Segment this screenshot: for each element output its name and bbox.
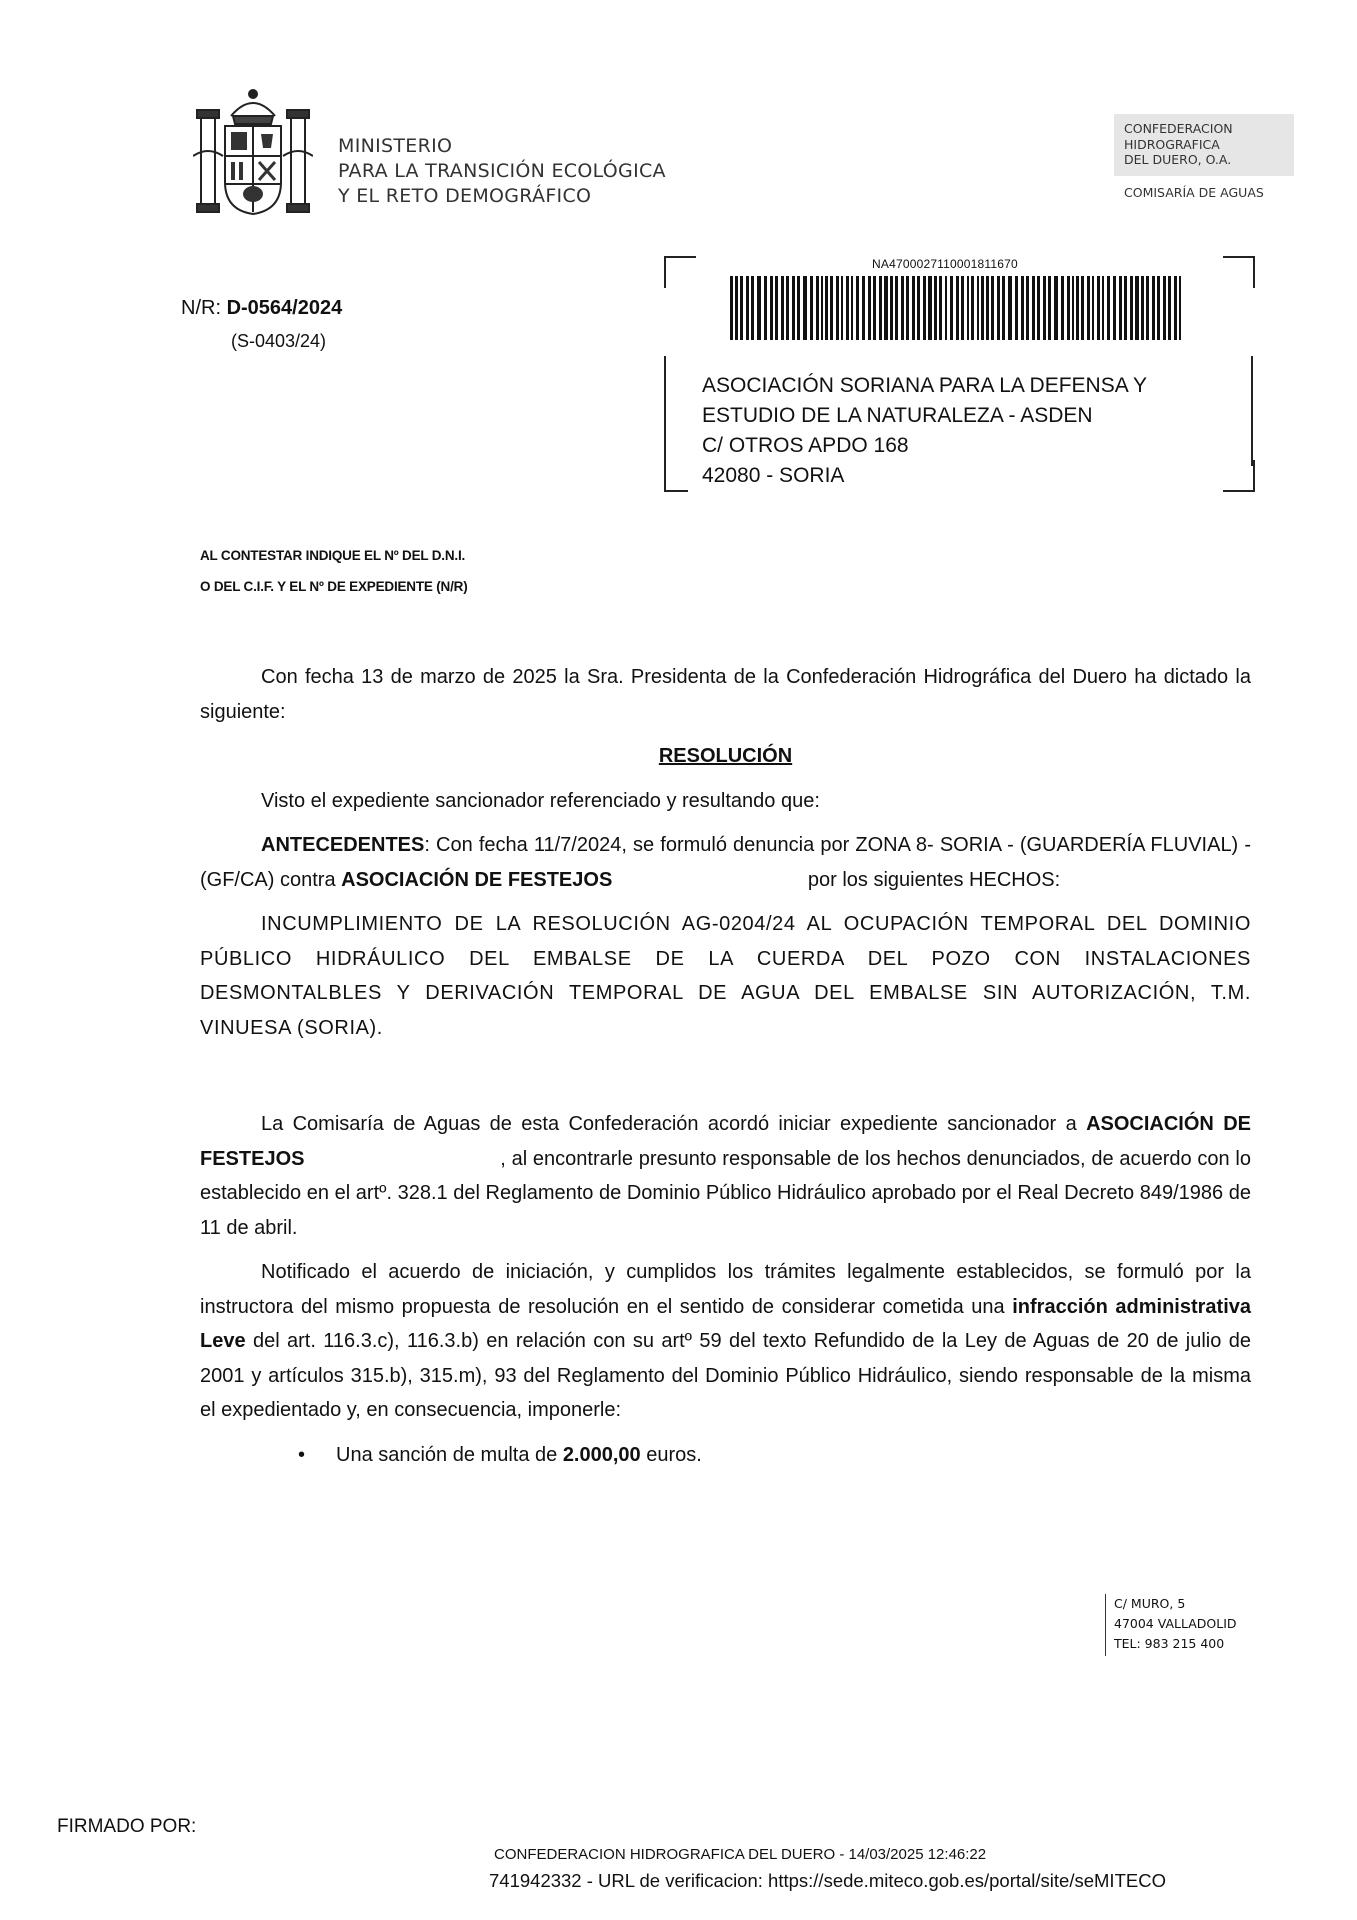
barcode-bar [1130, 276, 1133, 340]
address-window-side [664, 356, 666, 466]
address-window-side [1251, 356, 1253, 466]
barcode-bar [786, 276, 789, 340]
sanction-text: Una sanción de multa de [336, 1443, 563, 1466]
ministry-line: Y EL RETO DEMOGRÁFICO [338, 185, 592, 207]
barcode-bar [735, 276, 738, 340]
barcode-bar [956, 276, 959, 340]
barcode-bar [1015, 276, 1018, 340]
confederation-line: DEL DUERO, O.A. [1124, 152, 1232, 167]
barcode-bar [873, 276, 876, 340]
address-window-corner [664, 460, 688, 492]
comisaria-text: , al encontrarle presunto responsable de los hechos denunciados, de acuerdo con lo establecido en el artº. 328.1 del Reglamento de Dominio Público Hidráulico aprobado por el Real Decreto 849/1986 de 11 de abril. [200, 1147, 1251, 1239]
barcode-bar [1163, 276, 1166, 340]
barcode-bar [923, 276, 926, 340]
barcode-bar [1002, 276, 1005, 340]
comisaria-paragraph [200, 1107, 1251, 1245]
barcode-bar [781, 276, 784, 340]
barcode-bar [862, 276, 865, 340]
barcode-bar [1087, 276, 1090, 340]
sanction-amount: 2.000,00 [562, 1443, 641, 1466]
barcode-bar [1072, 276, 1074, 340]
confederation-line: HIDROGRAFICA [1124, 136, 1220, 152]
sanction-text: euros. [640, 1443, 702, 1466]
barcode-bar [1048, 276, 1051, 340]
reference-label: N/R: [181, 297, 227, 319]
recipient-line: ESTUDIO DE LA NATURALEZA - ASDEN [702, 404, 1093, 427]
barcode-bar [816, 276, 819, 340]
intro-paragraph: Con fecha 13 de marzo de 2025 la Sra. Presidenta de la Confederación Hidrográfica del Duero ha dictado la siguiente: [200, 666, 1251, 723]
barcode-bar [821, 276, 823, 340]
barcode-bar [1157, 276, 1160, 340]
barcode-bar [971, 276, 974, 340]
barcode-bar [917, 276, 920, 340]
barcode-bar [730, 276, 733, 340]
barcode-bar [1168, 276, 1171, 340]
reference-value: D-0564/2024 [226, 297, 343, 319]
barcode-bar [846, 276, 849, 340]
barcode-bar [792, 276, 795, 340]
visto-paragraph: Visto el expediente sancionador referenciado y resultando que: [261, 789, 820, 812]
address-window-corner [1223, 460, 1255, 492]
comisaria-text: La Comisaría de Aguas de esta Confederación acordó iniciar expediente sancionador a [261, 1113, 1087, 1135]
barcode-bar [890, 276, 893, 340]
department-label: COMISARÍA DE AGUAS [1124, 185, 1264, 200]
barcode-bar [1026, 276, 1029, 340]
barcode-bar [746, 276, 749, 340]
barcode-bar [810, 276, 813, 340]
bullet-dot: • [298, 1443, 306, 1466]
barcode-bar [1021, 276, 1024, 340]
barcode-bar [1107, 276, 1110, 340]
resolution-title: RESOLUCIÓN [658, 745, 793, 767]
hechos-paragraph: INCUMPLIMIENTO DE LA RESOLUCIÓN AG-0204/24 AL OCUPACIÓN TEMPORAL DEL DOMINIO PÚBLICO HIDRÁULICO DEL EMBALSE DE LA CUERDA DEL POZO CON INSTALACIONES DESMONTALBLES Y DERIVACIÓN TEMPORAL DE AGUA DEL EMBALSE SIN AUTORIZACIÓN, T.M. VINUESA (SORIA). [200, 913, 1251, 1039]
barcode-bar [912, 276, 915, 340]
ministry-line: MINISTERIO [338, 135, 453, 157]
barcode-bar [856, 276, 859, 340]
barcode-bar [981, 276, 984, 340]
document-body [200, 660, 1251, 1472]
address-window-corner [664, 256, 696, 288]
recipient-line: 42080 - SORIA [702, 464, 845, 487]
barcode-bar [1043, 276, 1046, 340]
barcode-bar [895, 276, 898, 340]
barcode-bar [1124, 276, 1127, 340]
barcode-bar [1113, 276, 1116, 340]
confederation-label-box [1114, 114, 1294, 176]
address-window-corner [1223, 256, 1255, 288]
barcode-bar [1119, 276, 1122, 340]
barcode-bar [868, 276, 871, 340]
signed-by-label: FIRMADO POR: [57, 1816, 197, 1837]
barcode-bar [945, 276, 947, 340]
barcode-bar [830, 276, 833, 340]
barcode-bar [751, 276, 754, 340]
ministry-name [338, 134, 666, 209]
antecedentes-label: ANTECEDENTES [261, 834, 425, 856]
barcode-bar [991, 276, 994, 340]
barcode-bar [803, 276, 807, 340]
reply-instruction: AL CONTESTAR INDIQUE EL Nº DEL D.N.I. [200, 548, 466, 563]
barcode-bar [841, 276, 843, 340]
reference-number [181, 297, 342, 320]
barcode-bar [1032, 276, 1035, 340]
barcode-bar [1179, 276, 1181, 340]
barcode-bar [1092, 276, 1094, 340]
sanction-bullet [200, 1438, 1251, 1473]
notificado-paragraph [200, 1255, 1251, 1428]
recipient-line: C/ OTROS APDO 168 [702, 434, 909, 457]
signature-line: CONFEDERACION HIDROGRAFICA DEL DUERO - 14/03/2025 12:46:22 [494, 1846, 987, 1863]
office-address [1105, 1594, 1237, 1656]
barcode-bar [1097, 276, 1100, 340]
barcode-bar [950, 276, 953, 340]
confederation-line: CONFEDERACION [1124, 121, 1233, 136]
barcode-bar [740, 276, 743, 340]
barcode-bar [836, 276, 839, 340]
barcode-number: NA4700027110001811670 [872, 257, 1018, 271]
ministry-line: PARA LA TRANSICIÓN ECOLÓGICA [338, 160, 666, 182]
coat-of-arms-logo [193, 86, 313, 218]
barcode-bar [1054, 276, 1058, 340]
barcode-bar [879, 276, 882, 340]
antecedentes-paragraph [200, 828, 1251, 897]
barcode-bar [997, 276, 1000, 340]
reply-instruction: O DEL C.I.F. Y EL Nº DE EXPEDIENTE (N/R) [200, 579, 468, 594]
accused-entity: ASOCIACIÓN DE FESTEJOS [200, 1113, 1252, 1170]
barcode-bar [1174, 276, 1177, 340]
barcode-bar [1102, 276, 1104, 340]
barcode-bar [1135, 276, 1139, 340]
barcode-bar [977, 276, 979, 340]
verification-line: 741942332 - URL de verificacion: https://sede.miteco.gob.es/portal/site/seMITECO [489, 1870, 1166, 1891]
barcode-bar [986, 276, 989, 340]
recipient-line: ASOCIACIÓN SORIANA PARA LA DEFENSA Y [702, 374, 1148, 397]
barcode-bar [1037, 276, 1040, 340]
barcode-bar [775, 276, 778, 340]
barcode-bar [884, 276, 888, 340]
barcode-bar [967, 276, 969, 340]
notificado-text: del art. 116.3.c), 116.3.b) en relación con su artº 59 del texto Refundido de la Ley de Aguas de 20 de julio de 2001 y artículos 315.b), 315.m), 93 del Reglamento del Dominio Público Hidráulico, siendo responsable de la misma el expedientado y, en consecuencia, imponerle: [200, 1330, 1251, 1421]
barcode-bar [1141, 276, 1144, 340]
barcode-bar [797, 276, 800, 340]
spacer [200, 1055, 1251, 1107]
barcode-bar [764, 276, 767, 340]
barcode-bar [825, 276, 828, 340]
notificado-text: Notificado el acuerdo de iniciación, y cumplidos los trámites legalmente establecidos, se formuló por la instructora del mismo propuesta de resolución en el sentido de considerar cometida una [200, 1261, 1251, 1318]
barcode-bar [1061, 276, 1064, 340]
antecedentes-text: : Con fecha 11/7/2024, se formuló denuncia por ZONA 8- SORIA - (GUARDERÍA FLUVIAL) - (GF/CA) contra [200, 834, 1251, 891]
barcode-bar [1152, 276, 1155, 340]
barcode-bar [939, 276, 942, 340]
reference-sub-number: (S-0403/24) [231, 331, 327, 351]
accused-entity: ASOCIACIÓN DE FESTEJOS [341, 868, 613, 891]
barcode-bar [1067, 276, 1070, 340]
barcode-bar [961, 276, 964, 340]
barcode-bar [901, 276, 904, 340]
antecedentes-text: por los siguientes HECHOS: [802, 868, 1061, 891]
barcode-bar [851, 276, 853, 340]
barcode-bar [1146, 276, 1149, 340]
office-address-line: TEL: 983 215 400 [1114, 1636, 1225, 1651]
barcode-bar [770, 276, 773, 340]
barcode-bar [934, 276, 937, 340]
recipient-address [702, 371, 1147, 491]
barcode-bar [1076, 276, 1079, 340]
office-address-line: 47004 VALLADOLID [1114, 1616, 1237, 1631]
barcode-bar [757, 276, 761, 340]
infraction-type: infracción administrativa Leve [200, 1295, 1251, 1352]
office-address-line: C/ MURO, 5 [1114, 1596, 1186, 1611]
barcode-bar [928, 276, 932, 340]
barcode [730, 276, 1181, 340]
barcode-bar [906, 276, 909, 340]
barcode-bar [1081, 276, 1084, 340]
barcode-bar [1008, 276, 1012, 340]
